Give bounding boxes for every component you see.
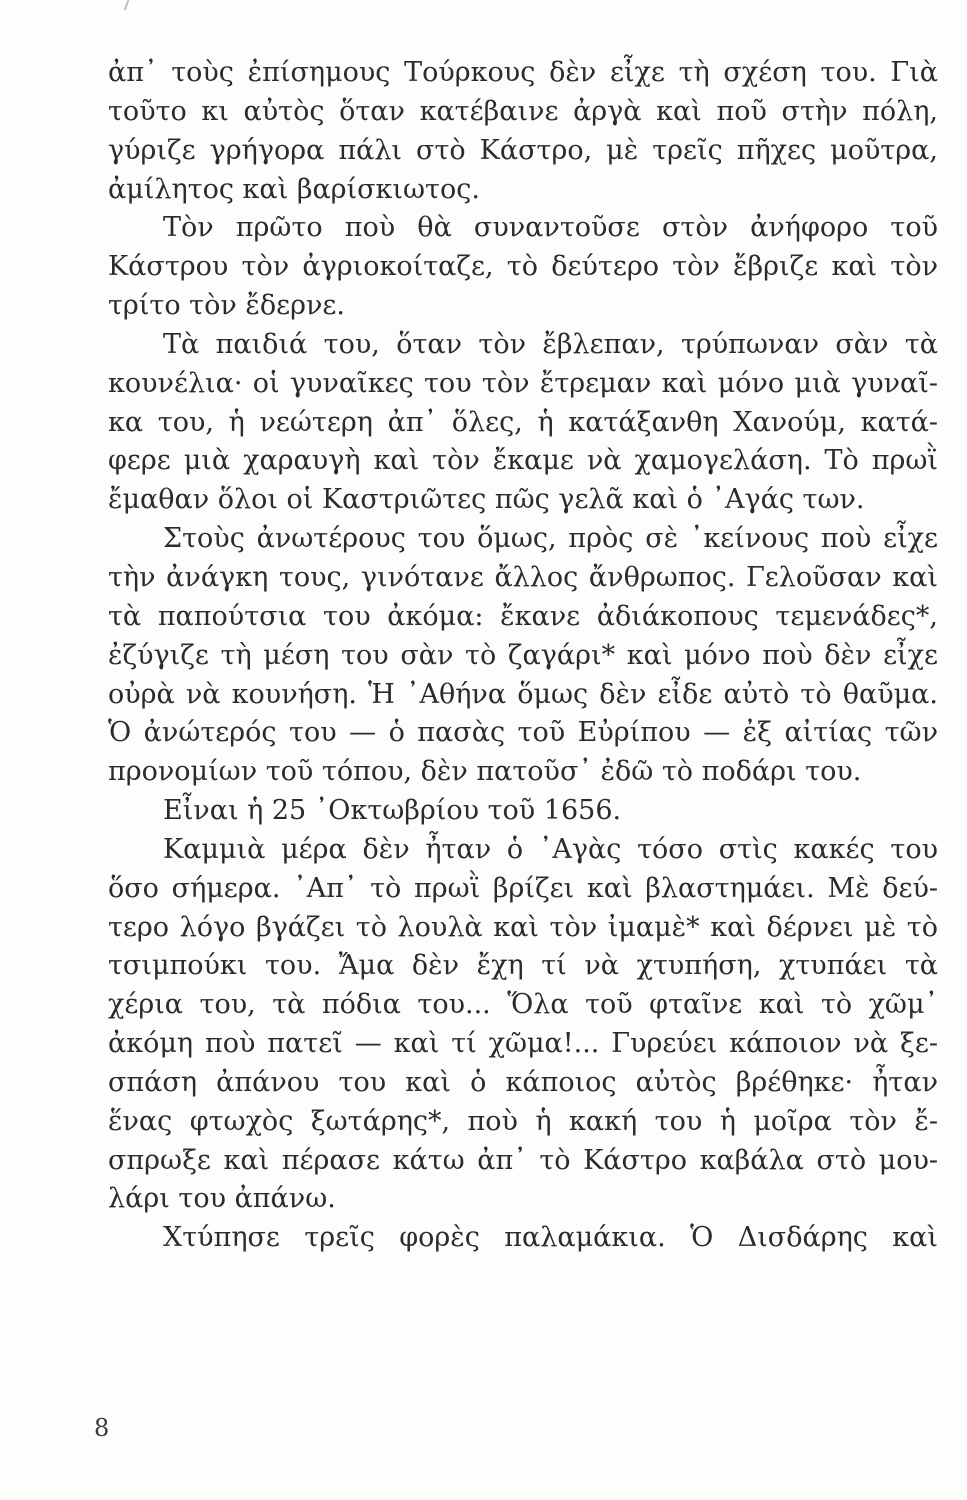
- text-line: σπρωξε καὶ πέρασε κάτω ἀπ᾿ τὸ Κάστρο καβάλα στὸ μου-: [108, 1144, 938, 1176]
- text-line: ἀμίλητος καὶ βαρίσκιωτος.: [108, 173, 480, 205]
- text-line: τσιμπούκι του. Ἄμα δὲν ἔχη τί νὰ χτυπήση, χτυπάει τὰ: [108, 950, 938, 982]
- text-line: ἔμαθαν ὅλοι οἱ Καστριῶτες πῶς γελᾶ καὶ ὁ ᾿Αγάς των.: [108, 484, 865, 516]
- text-line: Χτύπησε τρεῖς φορὲς παλαμάκια. Ὁ Δισδάρης καὶ: [163, 1222, 938, 1254]
- text-line: λάρι του ἀπάνω.: [108, 1183, 336, 1215]
- corner-scan-mark: [124, 0, 140, 10]
- text-line: σπάση ἀπάνου του καὶ ὁ κάποιος αὐτὸς βρέθηκε· ἦταν: [108, 1066, 938, 1098]
- text-line: Καμμιὰ μέρα δὲν ἦταν ὁ ᾿Αγὰς τόσο στὶς κακές του: [163, 833, 938, 865]
- text-line: τοῦτο κι αὐτὸς ὅταν κατέβαινε ἀργὰ καὶ ποῦ στὴν πόλη,: [108, 95, 938, 127]
- text-line: Ὁ ἀνώτερός του — ὁ πασὰς τοῦ Εὐρίπου — ἐξ αἰτίας τῶν: [108, 717, 938, 749]
- text-line: ὅσο σήμερα. ᾿Απ᾿ τὸ πρωῒ βρίζει καὶ βλαστημάει. Μὲ δεύ-: [108, 872, 938, 904]
- page-number: 8: [94, 1414, 110, 1442]
- text-line: Εἶναι ἡ 25 ᾿Οκτωβρίου τοῦ 1656.: [163, 795, 622, 827]
- text-line: τερο λόγο βγάζει τὸ λουλὰ καὶ τὸν ἰμαμὲ* καὶ δέρνει μὲ τὸ: [108, 911, 938, 943]
- page-text: [108, 54, 938, 1258]
- text-line: οὐρὰ νὰ κουνήση. Ἡ ᾿Αθήνα ὅμως δὲν εἶδε αὐτὸ τὸ θαῦμα.: [108, 678, 938, 710]
- text-line: γύριζε γρήγορα πάλι στὸ Κάστρο, μὲ τρεῖς πῆχες μοῦτρα,: [108, 134, 938, 166]
- text-line: προνομίων τοῦ τόπου, δὲν πατοῦσ᾿ ἐδῶ τὸ ποδάρι του.: [108, 756, 862, 788]
- text-line: ἀπ᾿ τοὺς ἐπίσημους Τούρκους δὲν εἶχε τὴ σχέση του. Γιὰ: [108, 57, 938, 88]
- text-line: φερε μιὰ χαραυγὴ καὶ τὸν ἔκαμε νὰ χαμογελάση. Τὸ πρωῒ: [108, 445, 938, 477]
- text-line: Κάστρου τὸν ἀγριοκοίταζε, τὸ δεύτερο τὸν ἔβριζε καὶ τὸν: [108, 251, 938, 283]
- text-line: ἀκόμη ποὺ πατεῖ — καὶ τί χῶμα!... Γυρεύει κάποιον νὰ ξε-: [108, 1028, 938, 1060]
- text-line: τὴν ἀνάγκη τους, γινότανε ἄλλος ἄνθρωπος. Γελοῦσαν καὶ: [108, 561, 938, 593]
- text-line: τὰ παπούτσια του ἀκόμα: ἔκανε ἀδιάκοπους τεμενάδες*,: [108, 600, 938, 632]
- text-line: Τὰ παιδιά του, ὅταν τὸν ἔβλεπαν, τρύπωναν σὰν τὰ: [163, 328, 938, 360]
- text-line: κα του, ἡ νεώτερη ἀπ᾿ ὅλες, ἡ κατάξανθη Χανούμ, κατά-: [108, 406, 938, 438]
- text-line: χέρια του, τὰ πόδια του... Ὅλα τοῦ φταῖνε καὶ τὸ χῶμ᾿: [108, 989, 938, 1021]
- text-line: ἐζύγιζε τὴ μέση του σὰν τὸ ζαγάρι* καὶ μόνο ποὺ δὲν εἶχε: [108, 639, 938, 671]
- text-line: ἕνας φτωχὸς ξωτάρης*, ποὺ ἡ κακή του ἡ μοῖρα τὸν ἔ-: [108, 1105, 938, 1137]
- text-line: κουνέλια· οἱ γυναῖκες του τὸν ἔτρεμαν καὶ μόνο μιὰ γυναῖ-: [108, 367, 938, 399]
- text-line: τρίτο τὸν ἔδερνε.: [108, 290, 345, 322]
- text-line: Τὸν πρῶτο ποὺ θὰ συναντοῦσε στὸν ἀνήφορο τοῦ: [163, 212, 938, 244]
- text-line: Στοὺς ἀνωτέρους του ὅμως, πρὸς σὲ ᾿κείνους ποὺ εἶχε: [163, 523, 938, 555]
